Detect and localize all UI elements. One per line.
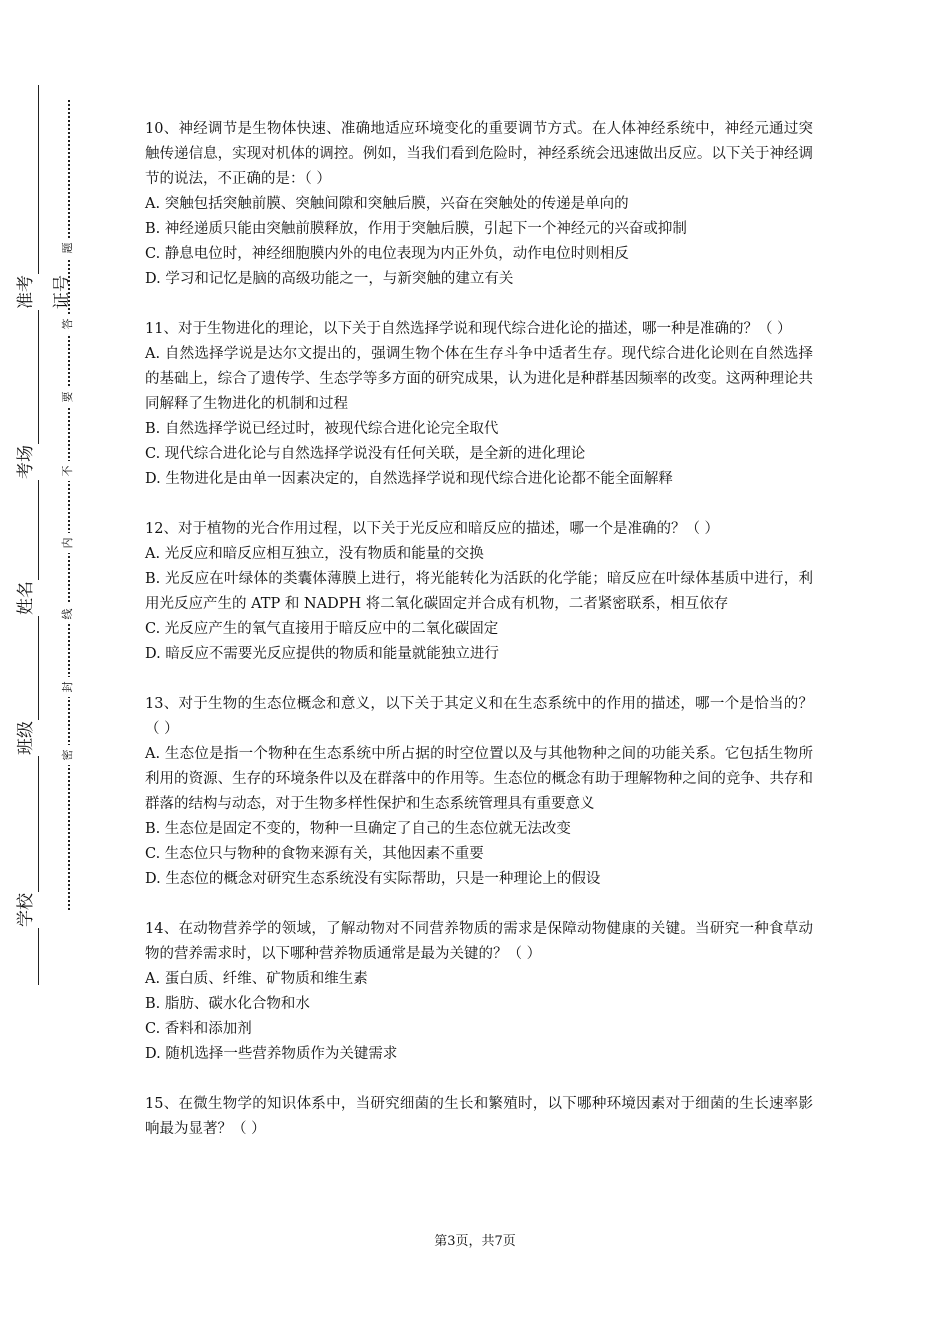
option-a: A. 光反应和暗反应相互独立，没有物质和能量的交换 [145,546,484,562]
question-15 [145,1092,813,1142]
seal-dotted-line [68,100,70,910]
option-b: B. 神经递质只能由突触前膜释放，作用于突触后膜，引起下一个神经元的兴奋或抑制 [145,221,687,237]
option-d: D. 生态位的概念对研究生态系统没有实际帮助，只是一种理论上的假设 [145,871,601,887]
field-class: 班级 [8,720,68,756]
seal-char: 线 [58,604,78,624]
option-a: A. 自然选择学说是达尔文提出的，强调生物个体在生存斗争中适者生存。现代综合进化论则在自然选择的基础上，综合了遗传学、生态学等多方面的研究成果，认为进化是种群基因频率的改变。这两种理论共同解释了生物进化的机制和过程 [145,346,813,412]
option-c: C. 光反应产生的氧气直接用于暗反应中的二氧化碳固定 [145,621,499,637]
option-c: C. 现代综合进化论与自然选择学说没有任何关联，是全新的进化理论 [145,446,586,462]
question-list [145,117,813,1167]
option-d: D. 暗反应不需要光反应提供的物质和能量就能独立进行 [145,646,499,662]
option-d: D. 生物进化是由单一因素决定的，自然选择学说和现代综合进化论都不能全面解释 [145,471,673,487]
seal-char: 要 [58,387,78,407]
field-exam-number: 准考证号 [8,274,68,310]
seal-char: 密 [58,745,78,765]
question-stem: 11、对于生物进化的理论，以下关于自然选择学说和现代综合进化论的描述，哪一种是准确的？（ ） [145,321,792,337]
seal-char: 题 [58,238,78,258]
option-b: B. 自然选择学说已经过时，被现代综合进化论完全取代 [145,421,499,437]
option-d: D. 随机选择一些营养物质作为关键需求 [145,1046,398,1062]
question-12 [145,517,813,667]
option-b: B. 脂肪、碳水化合物和水 [145,996,310,1012]
question-stem: 14、在动物营养学的领域，了解动物对不同营养物质的需求是保障动物健康的关键。当研究一种食草动物的营养需求时，以下哪种营养物质通常是最为关键的？（ ） [145,921,813,962]
option-c: C. 香料和添加剂 [145,1021,252,1037]
question-stem: 13、对于生物的生态位概念和意义，以下关于其定义和在生态系统中的作用的描述，哪一个是恰当的？（ ） [145,696,813,737]
question-14 [145,917,813,1067]
option-a: A. 突触包括突触前膜、突触间隙和突触后膜，兴奋在突触处的传递是单向的 [145,196,629,212]
question-stem: 12、对于植物的光合作用过程，以下关于光反应和暗反应的描述，哪一个是准确的？（ ） [145,521,720,537]
question-stem: 15、在微生物学的知识体系中，当研究细菌的生长和繁殖时，以下哪种环境因素对于细菌的生长速率影响最为显著？（ ） [145,1096,813,1137]
seal-char: 封 [58,677,78,697]
seal-char: 内 [58,533,78,553]
question-stem: 10、神经调节是生物体快速、准确地适应环境变化的重要调节方式。在人体神经系统中，神经元通过突触传递信息，实现对机体的调控。例如，当我们看到危险时，神经系统会迅速做出反应。以下关于神经调节的说法，不正确的是：（ ） [145,121,813,187]
option-b: B. 光反应在叶绿体的类囊体薄膜上进行，将光能转化为活跃的化学能；暗反应在叶绿体基质中进行，利用光反应产生的 ATP 和 NADPH 将二氧化碳固定并合成有机物，二者紧密联系，相互依存 [145,571,813,612]
seal-char: 答 [58,314,78,334]
field-name: 姓名 [8,580,68,616]
option-c: C. 生态位只与物种的食物来源有关，其他因素不重要 [145,846,484,862]
option-d: D. 学习和记忆是脑的高级功能之一，与新突触的建立有关 [145,271,514,287]
question-11 [145,317,813,492]
option-a: A. 生态位是指一个物种在生态系统中所占据的时空位置以及与其他物种之间的功能关系。它包括生物所利用的资源、生存的环境条件以及在群落中的作用等。生态位的概念有助于理解物种之间的竞争、共存和群落的结构与动态，对于生物多样性保护和生态系统管理具有重要意义 [145,746,813,812]
field-exam-room: 考场 [8,444,68,480]
option-b: B. 生态位是固定不变的，物种一旦确定了自己的生态位就无法改变 [145,821,571,837]
field-school: 学校 [8,892,68,928]
option-a: A. 蛋白质、纤维、矿物质和维生素 [145,971,368,987]
option-c: C. 静息电位时，神经细胞膜内外的电位表现为内正外负，动作电位时则相反 [145,246,629,262]
page-footer: 第3页，共7页 [434,1234,516,1249]
seal-char: 不 [58,461,78,481]
binding-solid-line [38,85,39,985]
question-10 [145,117,813,292]
binding-margin [0,0,90,1344]
question-13 [145,692,813,892]
